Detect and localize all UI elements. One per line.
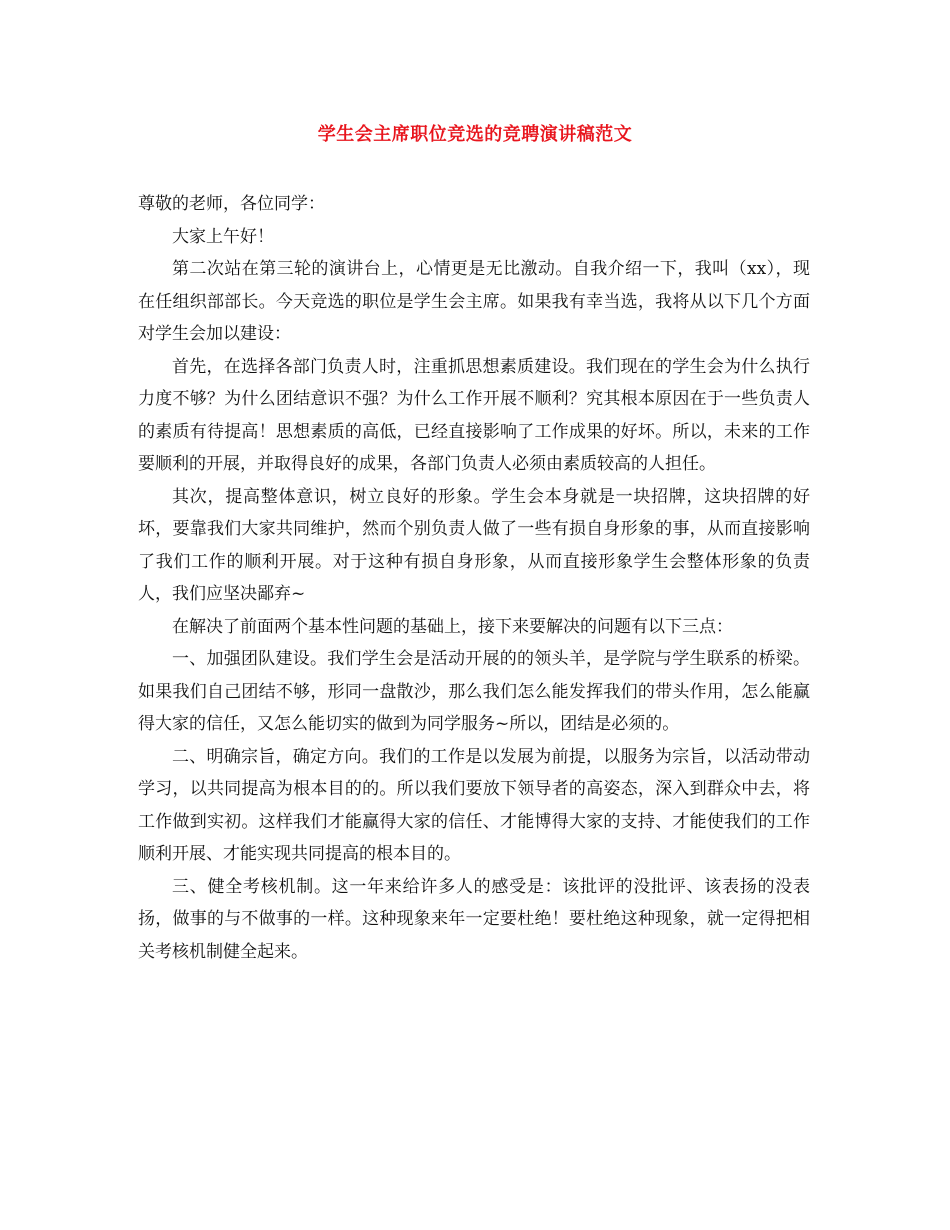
paragraph-greeting: 大家上午好！ — [172, 226, 274, 247]
paragraph-team-building: 一、加强团队建设。我们学生会是活动开展的的领头羊，是学院与学生联系的桥梁。如果我们自己团结不够，形同一盘散沙，那么我们怎么能发挥我们的带头作用，怎么能赢得大家的信任，又怎么能切实的做到为同学服务~所以，团结是必须的。 — [138, 649, 810, 734]
paragraph-introduction: 第二次站在第三轮的演讲台上，心情更是无比激动。自我介绍一下，我叫（xx），现在任组织部部长。今天竞选的职位是学生会主席。如果我有幸当选，我将从以下几个方面对学生会加以建设： — [138, 259, 810, 344]
paragraph-first-point: 首先，在选择各部门负责人时，注重抓思想素质建设。我们现在的学生会为什么执行力度不够？为什么团结意识不强？为什么工作开展不顺利？究其根本原因在于一些负责人的素质有待提高！思想素质的高低，已经直接影响了工作成果的好坏。所以，未来的工作要顺利的开展，并取得良好的成果，各部门负责人必须由素质较高的人担任。 — [138, 356, 810, 474]
document-title: 学生会主席职位竞选的竞聘演讲稿范文 — [317, 124, 633, 145]
paragraph-assessment: 三、健全考核机制。这一年来给许多人的感受是：该批评的没批评、该表扬的没表扬，做事的与不做事的一样。这种现象来年一定要杜绝！要杜绝这种现象，就一定得把相关考核机制健全起来。 — [138, 876, 810, 962]
paragraph-transition: 在解决了前面两个基本性问题的基础上，接下来要解决的问题有以下三点： — [172, 616, 733, 637]
document-body — [138, 188, 810, 968]
paragraph-purpose: 二、明确宗旨，确定方向。我们的工作是以发展为前提，以服务为宗旨，以活动带动学习，以共同提高为根本目的的。所以我们要放下领导者的高姿态，深入到群众中去，将工作做到实初。这样我们才能赢得大家的信任、才能博得大家的支持、才能使我们的工作顺利开展、才能实现共同提高的根本目的。 — [138, 746, 810, 864]
paragraph-second-point: 其次，提高整体意识，树立良好的形象。学生会本身就是一块招牌，这块招牌的好坏，要靠我们大家共同维护，然而个别负责人做了一些有损自身形象的事，从而直接影响了我们工作的顺利开展。对于这种有损自身形象，从而直接形象学生会整体形象的负责人，我们应坚决鄙弃~ — [138, 486, 810, 604]
salutation: 尊敬的老师，各位同学： — [138, 194, 325, 214]
